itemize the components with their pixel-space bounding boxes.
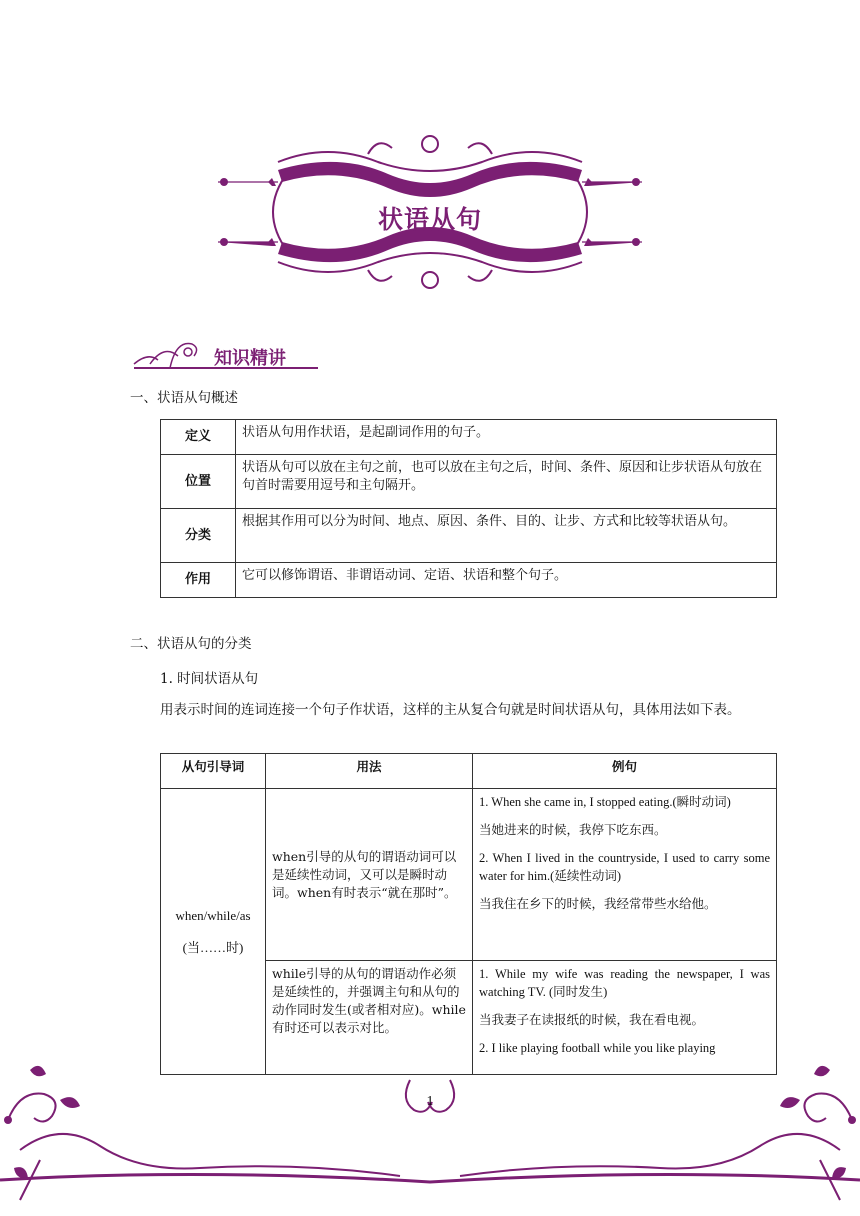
usage-cell-when: when引导的从句的谓语动词可以是延续性动词，又可以是瞬时动词。when有时表示“就在那时”。 [266, 789, 473, 961]
table-cell-key: 位置 [161, 455, 236, 509]
header-usage: 用法 [266, 754, 473, 789]
usage-cell-while: while引导的从句的谓语动作必须是延续性的，并强调主句和从句的动作同时发生(或者相对应)。while有时还可以表示对比。 [266, 961, 473, 1075]
time-clause-table [160, 753, 777, 1075]
example-sentence: 2. I like playing football while you like playing [479, 1041, 716, 1055]
overview-table [160, 419, 777, 598]
example-sentence: 1. When she came in, I stopped eating.(瞬时动词) [479, 795, 731, 809]
document-title: 状语从句 [377, 205, 482, 234]
conjunction-meaning: (当……时) [182, 939, 244, 955]
conjunction-cell [161, 789, 266, 1075]
table-row [161, 789, 777, 961]
example-sentence: 2. When I lived in the countryside, I used to carry some water for him.(延续性动词) [479, 851, 770, 883]
heading-classification: 二、状语从句的分类 [130, 636, 252, 652]
example-translation: 当我妻子在读报纸的时候，我在看电视。 [479, 1013, 705, 1027]
example-translation: 当她进来的时候，我停下吃东西。 [479, 823, 667, 837]
footer-ornament [0, 1050, 860, 1216]
table-cell-value: 状语从句可以放在主句之前，也可以放在主句之后，时间、条件、原因和让步状语从句放在句首时需要用逗号和主句隔开。 [236, 455, 777, 509]
table-cell-key: 分类 [161, 509, 236, 563]
subheading-time-clause: 1. 时间状语从句 [160, 671, 259, 687]
table-header-row [161, 754, 777, 789]
table-row [161, 563, 777, 598]
table-row [161, 420, 777, 455]
table-cell-value: 状语从句用作状语，是起副词作用的句子。 [236, 420, 777, 455]
section-title: 知识精讲 [214, 348, 286, 369]
table-cell-value: 它可以修饰谓语、非谓语动词、定语、状语和整个句子。 [236, 563, 777, 598]
page-number: 1 [426, 1094, 434, 1109]
example-cell-when [473, 789, 777, 961]
header-example: 例句 [473, 754, 777, 789]
table-cell-value: 根据其作用可以分为时间、地点、原因、条件、目的、让步、方式和比较等状语从句。 [236, 509, 777, 563]
table-row [161, 509, 777, 563]
intro-paragraph: 用表示时间的连词连接一个句子作状语，这样的主从复合句就是时间状语从句，具体用法如下表。 [160, 702, 741, 718]
example-translation: 当我住在乡下的时候，我经常带些水给他。 [479, 897, 717, 911]
example-sentence: 1. While my wife was reading the newspaper, I was watching TV. (同时发生) [479, 967, 770, 999]
heading-overview: 一、状语从句概述 [130, 390, 238, 406]
conjunction-text: when/while/as [175, 907, 251, 923]
table-cell-key: 作用 [161, 563, 236, 598]
header-conjunction: 从句引导词 [161, 754, 266, 789]
table-cell-key: 定义 [161, 420, 236, 455]
table-row [161, 455, 777, 509]
